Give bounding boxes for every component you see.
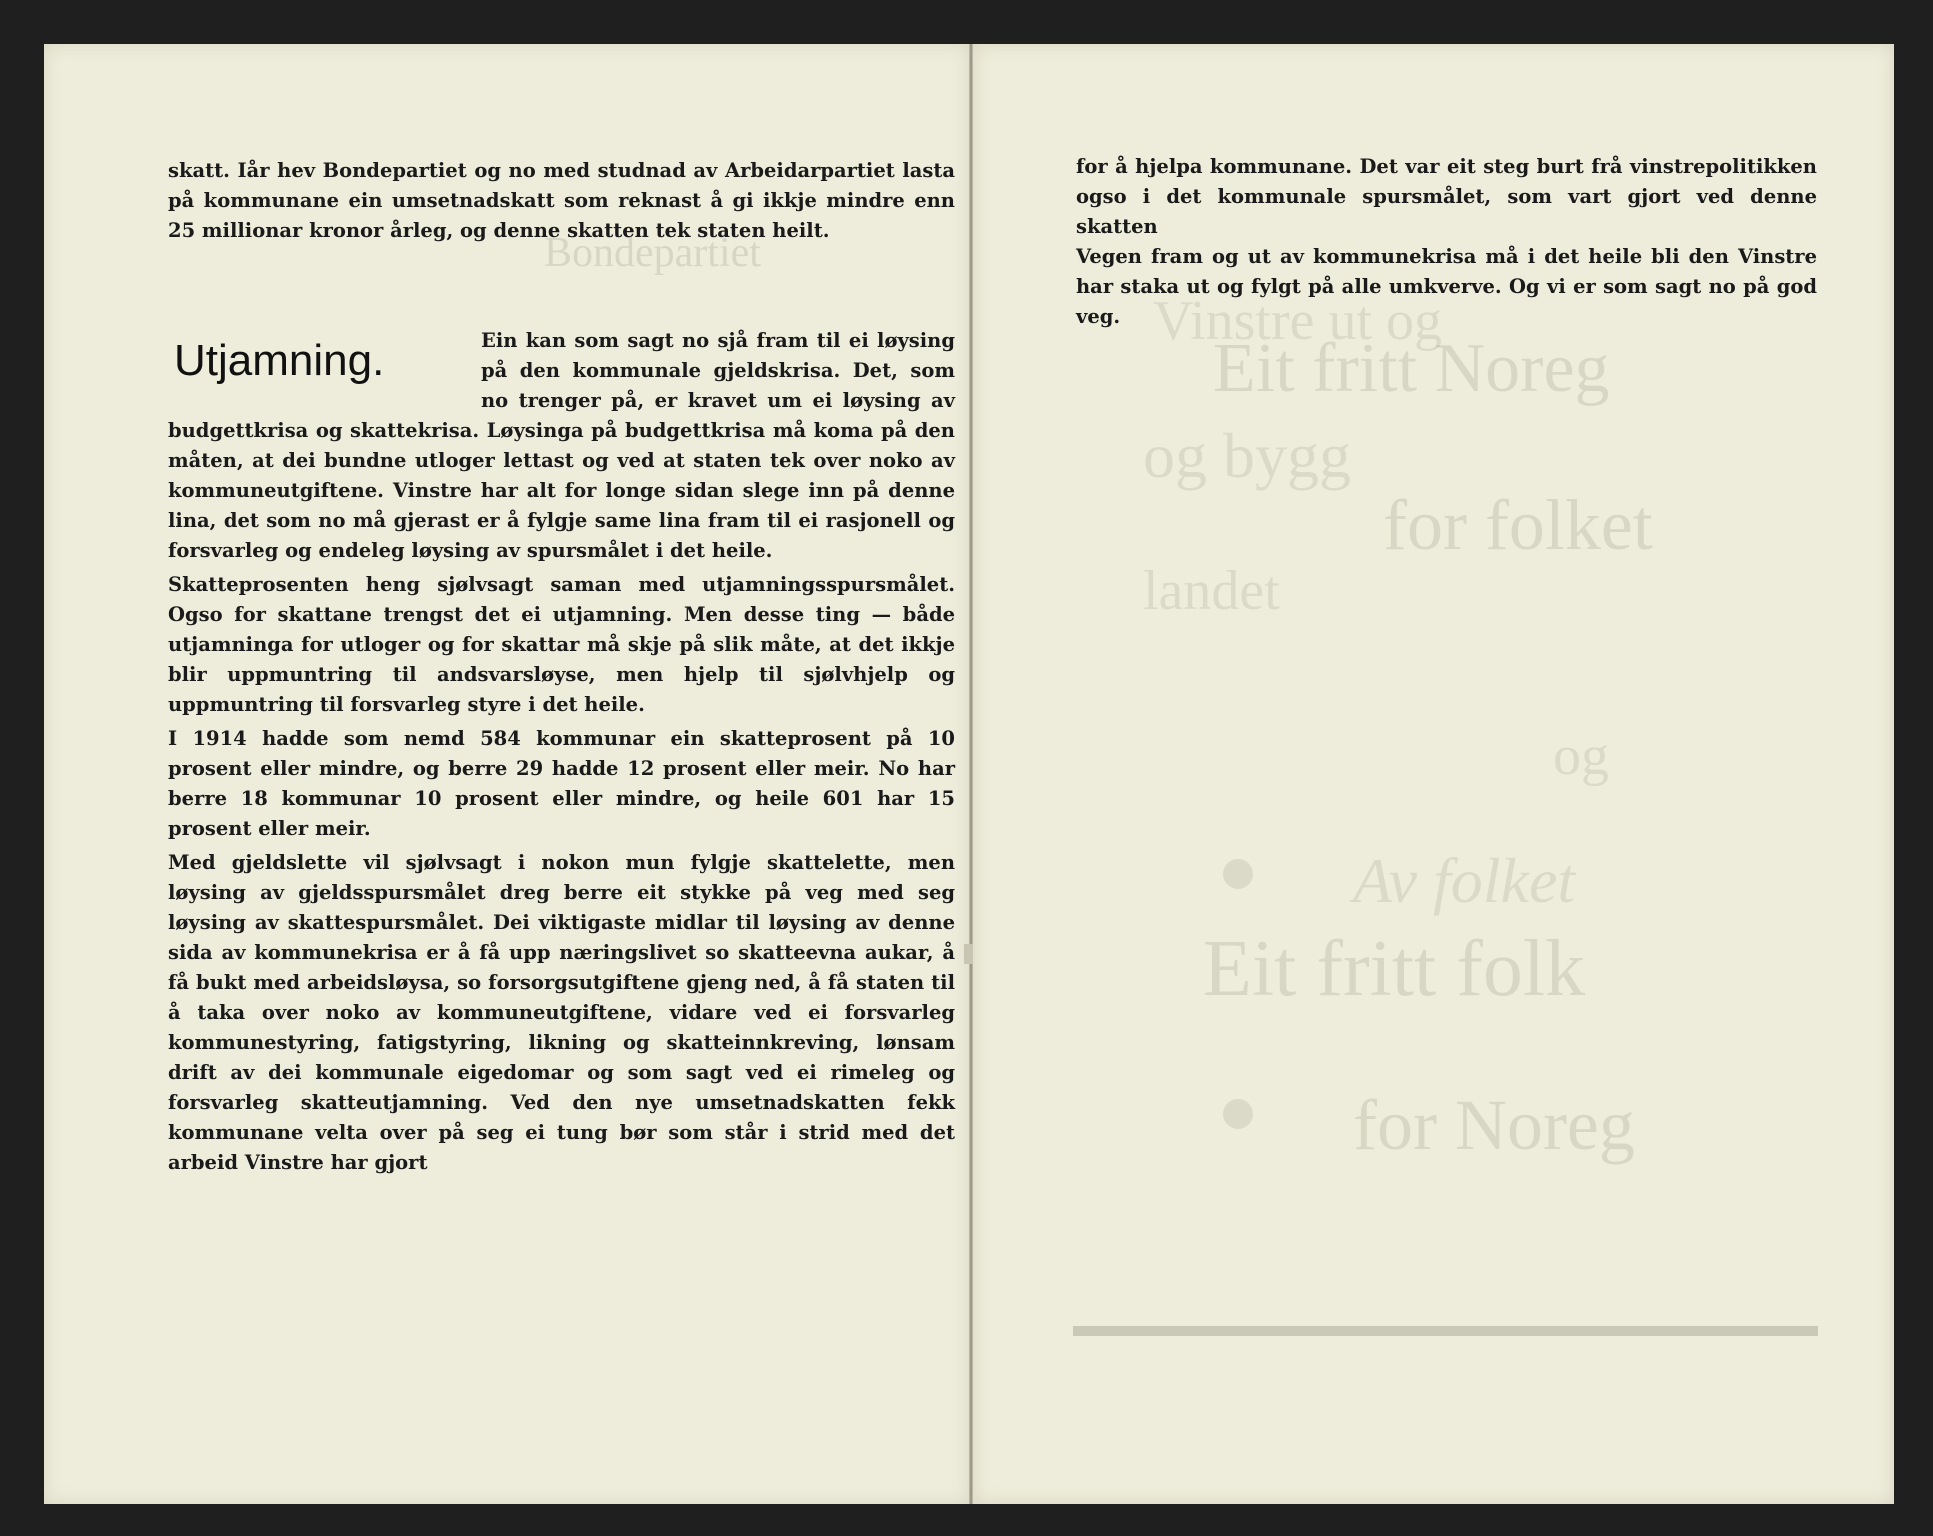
bleed-line-3: og bygg (1143, 420, 1351, 491)
bleed-line-4: for folket (1383, 485, 1653, 565)
right-body (1076, 152, 1817, 332)
section-heading: Utjamning. (174, 336, 385, 385)
bleed-rule (1073, 1326, 1818, 1336)
bullet-mark-2 (1223, 1099, 1253, 1129)
bleed-line-6: og (1553, 725, 1609, 787)
right-paragraph-1: for å hjelpa kommunane. Det var eit steg burt frå vinstrepolitikken ogso i det kommunale spursmålet, som vart gjort ved denne skatten (1076, 155, 1817, 238)
left-page (44, 44, 969, 1504)
bullet-mark-1 (1223, 859, 1253, 889)
paragraph-3: I 1914 hadde som nemd 584 kommunar ein skatteprosent på 10 prosent eller mindre, og berre 29 hadde 12 prosent eller meir. No har berre 18 kommunar 10 prosent eller mindre, og heile 601 har 15 prosent eller meir. (168, 727, 955, 840)
bleed-line-8: Eit fritt folk (1203, 925, 1586, 1013)
right-page (973, 44, 1894, 1504)
bleed-through-left: Bondepartiet (544, 230, 761, 276)
intro-paragraph (168, 156, 955, 246)
bleed-line-2: Eit fritt Noreg (1213, 330, 1610, 407)
bleed-line-5: landet (1143, 560, 1280, 622)
heading-spacer (168, 326, 481, 416)
bleed-line-9: for Noreg (1353, 1085, 1635, 1165)
intro-text: skatt. Iår hev Bondepartiet og no med studnad av Arbeidarpartiet lasta på kommunane ein umsetnadskatt som reknast å gi ikkje mindre enn 25 millionar kronor årleg, og denne skatten tek staten heilt. (168, 159, 955, 242)
book-spread (44, 44, 1894, 1504)
paragraph-1: Ein kan som sagt no sjå fram til ei løysing på den kommunale gjeldskrisa. Det, som no trenger på, er kravet um ei løysing av budgettkrisa og skattekrisa. Løysinga på budgettkrisa må koma på den måten, at dei bundne utloger lettast og ved at staten tek over noko av kommuneutgiftene. Vinstre har alt for longe sidan slege inn på denne lina, det som no må gjerast er å fylgje same lina fram til ei rasjonell og forsvarleg og endeleg løysing av spursmålet i det heile. (168, 329, 955, 562)
bleed-line-1: Vinstre ut og (1153, 290, 1443, 352)
right-paragraph-2: Vegen fram og ut av kommunekrisa må i det heile bli den Vinstre har staka ut og fylgt på alle umkverve. Og vi er som sagt no på god veg. (1076, 245, 1817, 328)
section-body (168, 326, 955, 1178)
paragraph-2: Skatteprosenten heng sjølvsagt saman med utjamningsspursmålet. Ogso for skattane trengst det ei utjamning. Men desse ting — både utjamninga for utloger og for skattar må skje på slik måte, at det ikkje blir uppmuntring til andsvarsløyse, men hjelp til sjølvhjelp og uppmuntring til forsvarleg styre i det heile. (168, 573, 955, 716)
bleed-line-7: Av folket (1353, 845, 1576, 916)
paragraph-4: Med gjeldslette vil sjølvsagt i nokon mun fylgje skattelette, men løysing av gjeldsspursmålet dreg berre eit stykke på veg med seg løysing av skattespursmålet. Dei viktigaste midlar til løysing av denne sida av kommunekrisa er å få upp næringslivet so skatteevna aukar, å få bukt med arbeidsløysa, so forsorgsutgiftene gjeng ned, å få staten til å taka over noko av kommuneutgiftene, vidare ved ei forsvarleg kommunestyring, fatigstyring, likning og skatteinnkreving, lønsam drift av dei kommunale eigedomar og som sagt ved ei rimeleg og forsvarleg skatteutjamning. Ved den nye umsetnadskatten fekk kommunane velta over på seg ei tung bør som står i strid med det arbeid Vinstre har gjort (168, 851, 955, 1174)
